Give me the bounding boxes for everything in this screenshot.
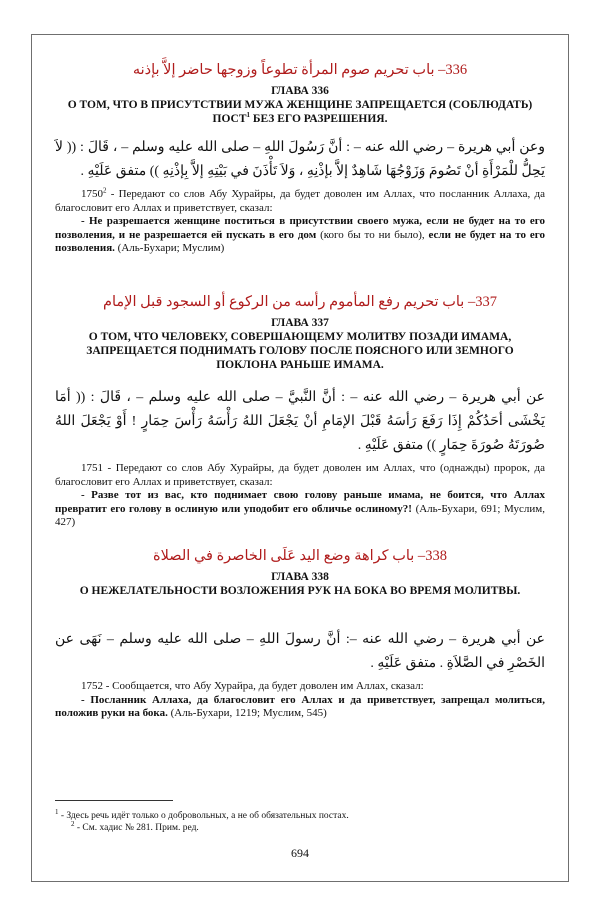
hadith-quote: - Разве тот из вас, кто поднимает свою голову раньше имама, не боится, что Аллах превратит его голову в ослиную или уподобит его обличье ослиному?! (Аль-Бухари, 691; Муслим, 427) [55, 489, 545, 528]
chapter-number: ГЛАВА 338 [271, 571, 329, 583]
chapter-heading: О НЕЖЕЛАТЕЛЬНОСТИ ВОЗЛОЖЕНИЯ РУК НА БОКА ВО ВРЕМЯ МОЛИТВЫ. [79, 585, 521, 597]
chapter-number: ГЛАВА 336 [271, 85, 329, 97]
hadith-quote: - Не разрешается женщине поститься в присутствии своего мужа, если не будет на то его позволения, и не разрешается ей пускать в его дом (кого бы то ни было), если не будет на то его позволения. (Аль-Бухари; Муслим) [55, 215, 545, 254]
chapter-338 [55, 546, 545, 721]
hadith-intro: 1750$^2$ - Передают со слов Абу Хурайры, да будет доволен им Аллах, что посланник Аллаха, да благословит его Аллах и приветствует, сказал: [55, 186, 545, 214]
footnote-ref: 2 [103, 186, 107, 195]
chapter-heading: О ТОМ, ЧТО В ПРИСУТСТВИИ МУЖА ЖЕНЩИНЕ ЗАПРЕЩАЕТСЯ (СОБЛЮДАТЬ) ПОСТ$^1$ БЕЗ ЕГО РАЗРЕШЕНИЯ. [67, 99, 533, 125]
chapter-336 [55, 60, 545, 256]
hadith-source: (Аль-Бухари, 1219; Муслим, 545) [167, 707, 327, 719]
arabic-chapter-title: 338– باب كراهة وضع اليد عَلَى الخاصرة في الصلاة [153, 548, 447, 564]
footnote-ref: 1 [246, 111, 251, 120]
footnote-2: $^2$ - См. хадис № 281. Прим. ред. [71, 819, 199, 833]
hadith-number: 1752 [81, 680, 103, 692]
hadith-intro: 1751 - Передают со слов Абу Хурайры, да будет доволен им Аллах, что (однажды) пророк, да благословит его Аллах и приветствует, сказал: [55, 462, 545, 488]
arabic-hadith: عن أبي هريرة – رضي الله عنه –: أنَّ رسولَ اللهِ – صلى الله عليه وسلم – نَهَى عن الخَصْرِ في الصَّلاَةِ . متفق عَلَيْهِ . [55, 632, 545, 671]
footnote-1: $^1$ - Здесь речь идёт только о добровольных, а не об обязательных постах. [55, 807, 349, 821]
arabic-hadith: عن أبي هريرة – رضي الله عنه – : أنَّ النَّبيَّ – صلى الله عليه وسلم – ، قَالَ : (( أمَا يَخْشَى أحَدُكُمْ إِذَا رَفَعَ رَأسَهُ قَبْلَ الإمَامِ أنْ يَجْعَلَ اللهُ رَأْسَهُ رَأْسَ حِمَارٍ ! أَوْ يَجْعَلَ اللهُ صُورَتَهُ صُورَةَ حِمَارٍ )) متفق عَلَيْهِ . [55, 390, 545, 453]
chapter-heading: О ТОМ, ЧТО ЧЕЛОВЕКУ, СОВЕРШАЮЩЕМУ МОЛИТВУ ПОЗАДИ ИМАМА, ЗАПРЕЩАЕТСЯ ПОДНИМАТЬ ГОЛОВУ ПОСЛЕ ПОЯСНОГО ИЛИ ЗЕМНОГО ПОКЛОНА РАНЬШЕ ИМАМА. [86, 331, 514, 371]
arabic-chapter-title: 337– باب تحريم رفع المأموم رأسه من الركوع أو السجود قبل الإمام [103, 294, 497, 310]
chapter-number: ГЛАВА 337 [271, 317, 329, 329]
hadith-number: 1751 [81, 462, 103, 474]
hadith-quote: - Посланник Аллаха, да благословит его Аллах и да приветствует, запрещал молиться, положив руки на бока. (Аль-Бухари, 1219; Муслим, 545) [55, 693, 545, 719]
hadith-intro: 1752 - Сообщается, что Абу Хурайра, да будет доволен им Аллах, сказал: [81, 680, 424, 692]
footnotes [55, 807, 545, 834]
arabic-hadith: وعن أبي هريرة – رضي الله عنه – : أنَّ رَسُولَ اللهِ – صلى الله عليه وسلم – ، قَالَ : (( لاَ يَحِلُّ للْمَرْأَةِ أنْ تَصُومَ وَزَوْجُهَا شَاهِدٌ إلاَّ بإذْنِهِ ، وَلاَ تَأْذَنَ في بَيْتِهِ إلاَّ بِإذْنِهِ )) متفق عَلَيْهِ . [55, 140, 545, 179]
hadith-source: (Аль-Бухари; Муслим) [114, 242, 225, 254]
arabic-chapter-title: 336– باب تحريم صوم المرأة تطوعاً وزوجها حاضر إلاَّ بإذنه [132, 62, 468, 78]
hadith-number: 1750 [81, 188, 103, 200]
page-number: 694 [291, 846, 309, 860]
hadith-source: (Аль-Бухари, 691; Муслим, 427) [55, 502, 545, 528]
chapter-337 [55, 292, 545, 530]
footnote-divider [55, 800, 173, 801]
